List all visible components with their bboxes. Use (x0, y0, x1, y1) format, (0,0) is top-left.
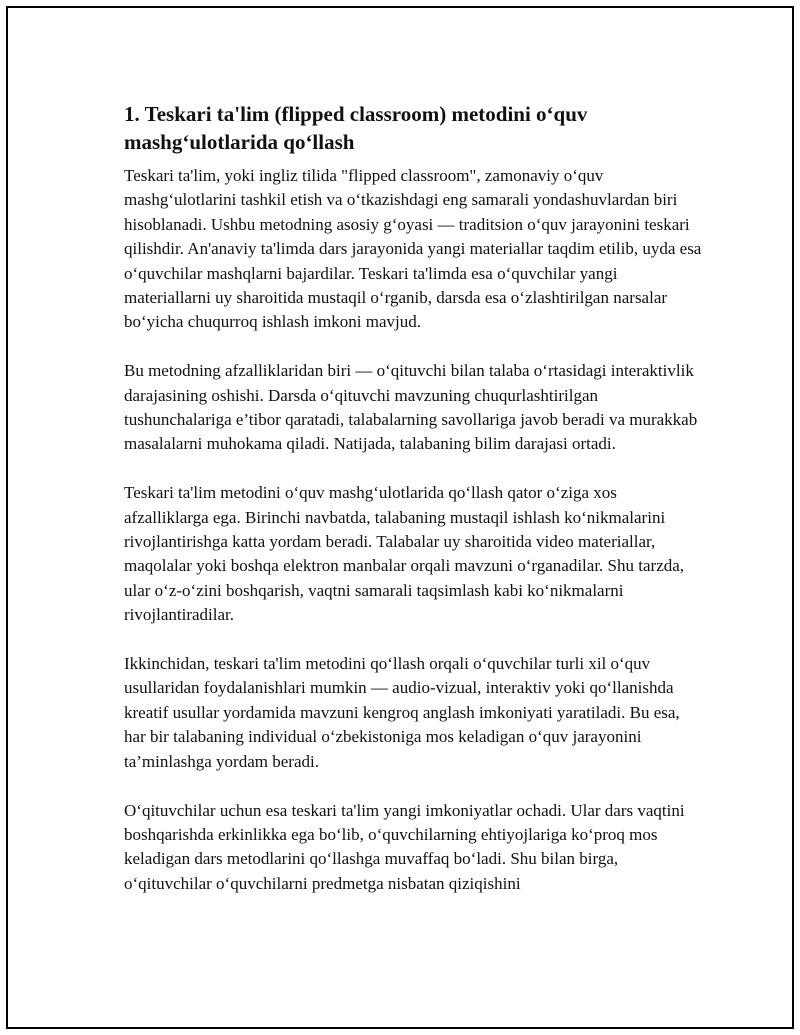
paragraph-1: Teskari ta'lim, yoki ingliz tilida "flipped classroom", zamonaviy o‘quv mashg‘ulotlarini tashkil etish va o‘tkazishdagi eng samarali yondashuvlardan biri hisoblanadi. Ushbu metodning asosiy g‘oyasi — traditsion o‘quv jarayonini teskari qilishdir. An'anaviy ta'limda dars jarayonida yangi materiallar taqdim etilib, uyda esa o‘quvchilar mashqlarni bajardilar. Teskari ta'limda esa o‘quvchilar yangi materiallarni uy sharoitida mustaqil o‘rganib, darsda esa o‘zlashtirilgan narsalar bo‘yicha chuqurroq ishlash imkoni mavjud. (124, 166, 702, 332)
paragraph-2: Bu metodning afzalliklaridan biri — o‘qituvchi bilan talaba o‘rtasidagi interaktivlik darajasining oshishi. Darsda o‘qituvchi mavzuning chuqurlashtirilgan tushunchalariga e’tibor qaratadi, talabalarning savollariga javob beradi va murakkab masalalarni muhokama qiladi. Natijada, talabaning bilim darajasi ortadi. (124, 361, 698, 454)
document-body (124, 100, 704, 921)
paragraph-3: Teskari ta'lim metodini o‘quv mashg‘ulotlarida qo‘llash qator o‘ziga xos afzalliklarga ega. Birinchi navbatda, talabaning mustaqil ishlash ko‘nikmalarini rivojlantirishga katta yordam beradi. Talabalar uy sharoitida video materiallar, maqolalar yoki boshqa elektron manbalar orqali mavzuni o‘rganadilar. Shu tarzda, ular o‘z-o‘zini boshqarish, vaqtni samarali taqsimlash kabi ko‘nikmalarni rivojlantiradilar. (124, 483, 685, 625)
paragraph-4: Ikkinchidan, teskari ta'lim metodini qo‘llash orqali o‘quvchilar turli xil o‘quv usullaridan foydalanishlari mumkin — audio-vizual, interaktiv yoki qo‘llanishda kreatif usullar yordamida mavzuni kengroq anglash imkoniyati yaratiladi. Bu esa, har bir talabaning individual o‘zbekistoniga mos keladigan o‘quv jarayonini ta’minlashga yordam beradi. (124, 654, 680, 771)
section-title: 1. Teskari ta'lim (flipped classroom) metodini o‘quv mashg‘ulotlarida qo‘llash (124, 102, 588, 154)
page-frame (6, 6, 794, 1029)
paragraph-5: O‘qituvchilar uchun esa teskari ta'lim yangi imkoniyatlar ochadi. Ular dars vaqtini boshqarishda erkinlikka ega bo‘lib, o‘quvchilarning ehtiyojlariga ko‘proq mos keladigan dars metodlarini qo‘llashga muvaffaq bo‘ladi. Shu bilan birga, o‘qituvchilar o‘quvchilarni predmetga nisbatan qiziqishini (124, 800, 685, 893)
